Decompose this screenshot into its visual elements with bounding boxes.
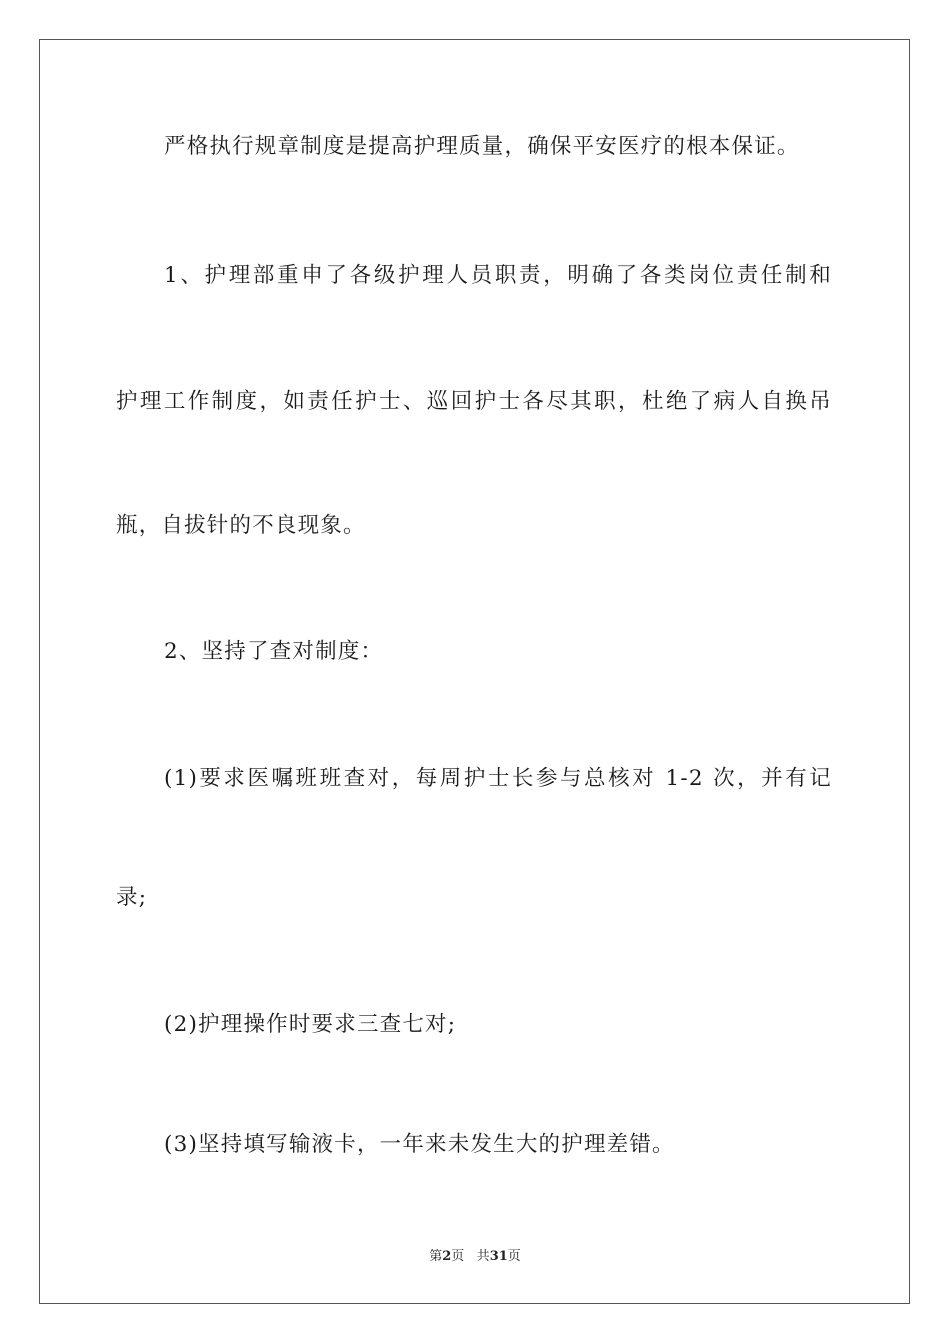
paragraph-line-3: 护理工作制度，如责任护士、巡回护士各尽其职，杜绝了病人自换吊 <box>116 389 832 414</box>
page-footer <box>0 1248 950 1266</box>
footer-page-prefix: 第 <box>429 1249 443 1264</box>
footer-total-pages: 31 <box>489 1249 508 1264</box>
paragraph-line-2: 1、护理部重申了各级护理人员职责，明确了各类岗位责任制和 <box>164 263 832 288</box>
footer-page-number: 2 <box>442 1249 452 1264</box>
paragraph-line-8: (2)护理操作时要求三查七对; <box>164 1012 457 1037</box>
paragraph-line-7: 录; <box>116 885 148 910</box>
paragraph-line-5: 2、坚持了查对制度： <box>164 639 384 664</box>
paragraph-line-9: (3)坚持填写输液卡，一年来未发生大的护理差错。 <box>164 1132 675 1157</box>
page-border <box>39 39 910 1304</box>
paragraph-line-6: (1)要求医嘱班班查对，每周护士长参与总核对 1-2 次，并有记 <box>164 766 832 791</box>
paragraph-line-4: 瓶，自拔针的不良现象。 <box>116 513 366 538</box>
footer-total-prefix: 共 <box>476 1249 490 1264</box>
footer-page-suffix: 页 <box>451 1249 465 1264</box>
paragraph-line-1: 严格执行规章制度是提高护理质量，确保平安医疗的根本保证。 <box>164 134 800 159</box>
footer-total-suffix: 页 <box>507 1249 521 1264</box>
